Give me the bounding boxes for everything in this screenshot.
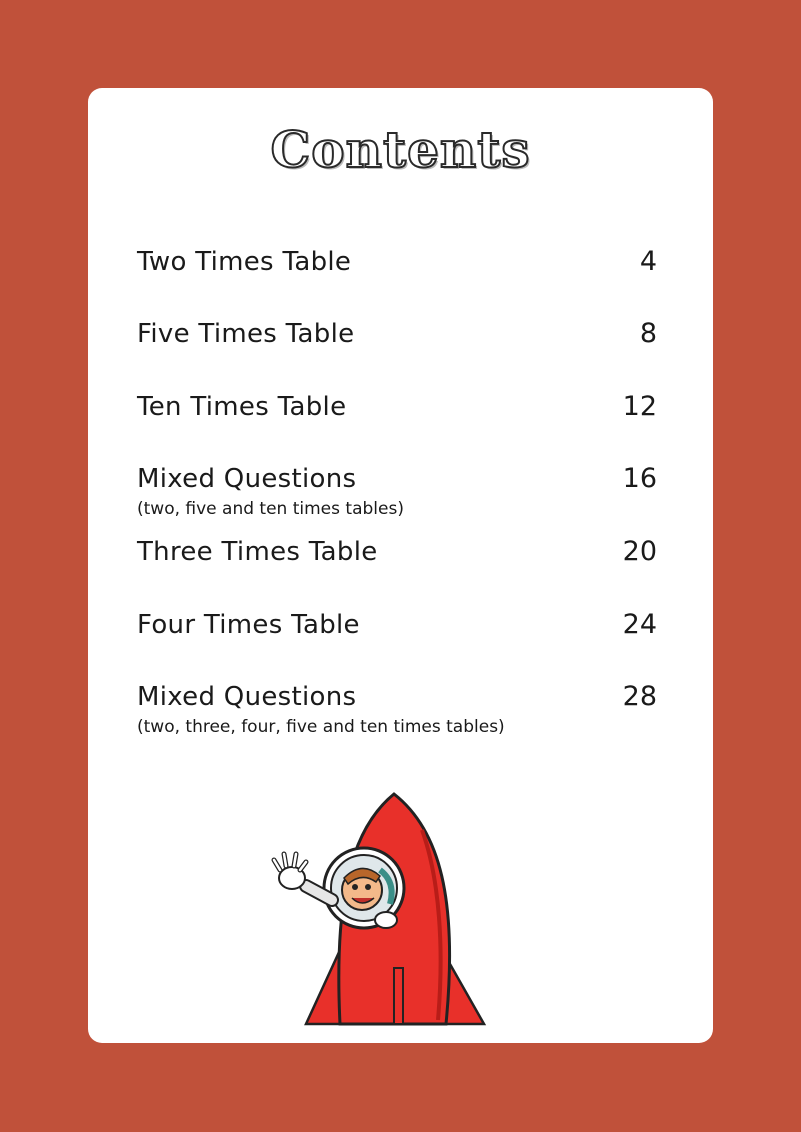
toc-entry-page: 16 — [622, 463, 657, 494]
toc-entry-subtitle: (two, three, four, five and ten times tables) — [137, 717, 505, 737]
astronaut-glove — [375, 912, 397, 928]
toc-entry-label: Ten Times Table — [137, 392, 347, 422]
toc-entry[interactable] — [137, 609, 657, 641]
toc-entry-label: Two Times Table — [137, 247, 352, 277]
toc-entry-label: Mixed Questions — [137, 682, 357, 712]
toc-entry[interactable] — [137, 391, 657, 423]
toc-entry-label: Three Times Table — [137, 537, 378, 567]
toc-entry[interactable] — [137, 463, 657, 520]
toc-entry-page: 20 — [622, 536, 657, 567]
waving-hand-icon — [274, 854, 306, 889]
toc-entry-label: Four Times Table — [137, 610, 360, 640]
rocket-center-fin — [394, 968, 403, 1024]
toc-entry[interactable] — [137, 536, 657, 568]
toc-entry-subtitle: (two, five and ten times tables) — [137, 499, 404, 519]
toc-entry-page: 24 — [622, 609, 657, 640]
page-title: Contents — [270, 120, 531, 179]
toc-entry-page: 8 — [639, 318, 657, 349]
rocket-astronaut-icon — [262, 790, 492, 1030]
toc-entry[interactable] — [137, 318, 657, 350]
astronaut-eye — [352, 884, 358, 890]
toc-entry-page: 28 — [622, 681, 657, 712]
toc-entry-page: 4 — [639, 246, 657, 277]
toc-entry[interactable] — [137, 246, 657, 278]
toc-entry[interactable] — [137, 681, 657, 738]
toc-entry-label: Mixed Questions — [137, 464, 357, 494]
astronaut-eye — [365, 884, 371, 890]
toc-entry-label: Five Times Table — [137, 319, 355, 349]
toc-entry-page: 12 — [622, 391, 657, 422]
